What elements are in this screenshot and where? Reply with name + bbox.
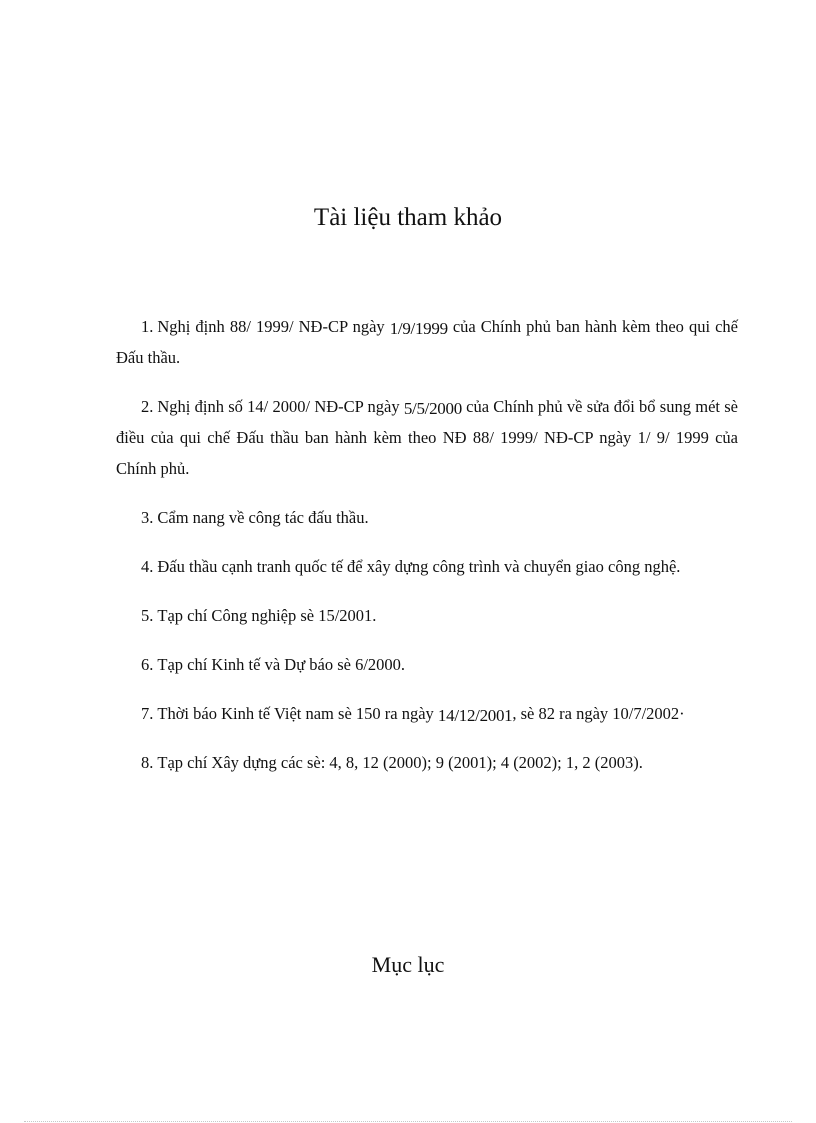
reference-number: 4. [141,557,154,576]
page-title: Tài liệu tham khảo [313,204,503,231]
reference-text: của Chính phủ ban hành kèm theo qui chế Đấu thầu. [116,317,738,367]
reference-item-7 [116,698,738,729]
reference-text: Tạp chí Công nghiệp sè 15/2001. [157,606,377,625]
reference-item-3 [116,502,738,533]
reference-number: 8. [141,753,154,772]
reference-text: , sè 82 ra ngày 10/7/2002· [512,704,685,723]
reference-item-2 [116,391,738,484]
reference-text: Tạp chí Xây dựng các sè: 4, 8, 12 (2000); 9 (2001); 4 (2002); 1, 2 (2003). [157,753,643,772]
reference-item-6 [116,649,738,680]
reference-number: 2. [141,397,154,416]
reference-number: 6. [141,655,154,674]
reference-number: 1. [141,317,154,336]
reference-text: Nghị định số 14/ 2000/ NĐ-CP ngày [157,397,404,416]
reference-number: 3. [141,508,154,527]
reference-date: 1/9/1999 [389,319,448,338]
reference-date: 14/12/2001 [437,706,513,725]
reference-item-1 [116,311,738,373]
reference-list [116,311,738,796]
reference-number: 7. [141,704,154,723]
reference-text: Thời báo Kinh tế Việt nam sè 150 ra ngày [157,704,438,723]
reference-text: Nghị định 88/ 1999/ NĐ-CP ngày [157,317,390,336]
reference-text: của Chính phủ về sửa đổi bổ sung mét sè điều của qui chế Đấu thầu ban hành kèm theo NĐ 88/ 1999/ NĐ-CP ngày 1/ 9/ 1999 của Chính phủ. [116,397,738,478]
reference-text: Cẩm nang về công tác đấu thầu. [157,508,369,527]
reference-text: Đấu thầu cạnh tranh quốc tế để xây dựng công trình và chuyển giao công nghệ. [157,557,681,576]
reference-number: 5. [141,606,154,625]
reference-date: 5/5/2000 [403,399,462,418]
reference-item-8 [116,747,738,778]
table-of-contents-title: Mục lục [371,952,445,977]
page-bottom-divider [24,1121,792,1122]
reference-text: Tạp chí Kinh tế và Dự báo sè 6/2000. [157,655,406,674]
reference-item-5 [116,600,738,631]
reference-item-4 [116,551,738,582]
